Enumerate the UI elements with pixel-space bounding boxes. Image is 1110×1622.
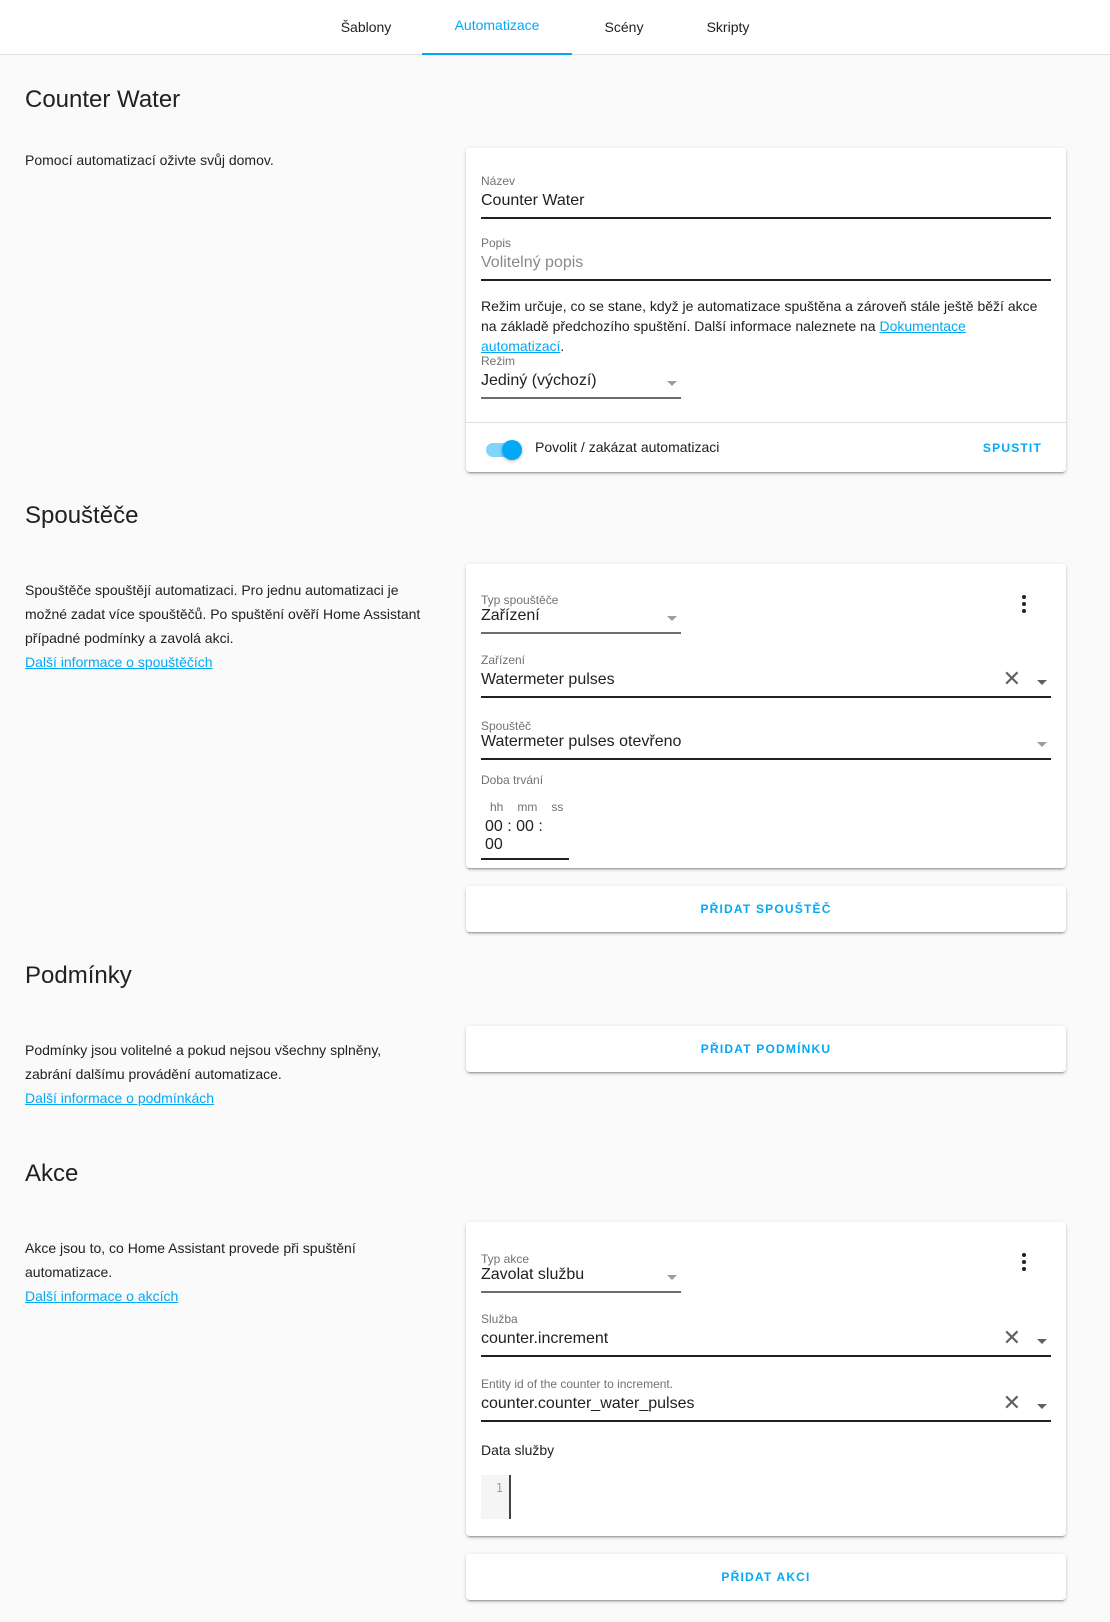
hours-label: hh	[490, 800, 504, 814]
duration-label: Doba trvání	[481, 773, 544, 787]
details-card	[466, 148, 1066, 472]
entity-label: Entity id of the counter to increment.	[481, 1377, 674, 1391]
tab-automations[interactable]: Automatizace	[422, 0, 572, 55]
top-tab-bar	[0, 0, 1110, 55]
description-input[interactable]: Volitelný popis	[481, 254, 1051, 281]
add-condition-button[interactable]: PŘIDAT PODMÍNKU	[466, 1026, 1066, 1072]
clear-icon[interactable]: ✕	[1002, 1390, 1021, 1415]
trigger-type-label: Typ spouštěče	[481, 593, 559, 607]
more-vert-icon[interactable]	[1012, 1250, 1036, 1274]
clear-icon[interactable]: ✕	[1002, 1325, 1021, 1350]
page-description: Pomocí automatizací oživte svůj domov.	[25, 152, 274, 168]
triggers-info-link[interactable]: Další informace o spouštěčích	[25, 654, 213, 670]
device-select[interactable]	[481, 653, 1051, 698]
action-type-text: Zavolat službu	[481, 1266, 585, 1283]
mode-explanation	[481, 296, 1051, 356]
trigger-card	[466, 564, 1066, 868]
mode-explanation-text: Režim určuje, co se stane, když je automatizace spuštěna a zároveň stále ještě běží akce na základě předchozího spuštění. Další informace naleznete na	[481, 298, 1038, 334]
chevron-down-icon[interactable]	[1037, 1404, 1047, 1409]
entity-value-text: counter.counter_water_pulses	[481, 1395, 695, 1412]
action-type-label: Typ akce	[481, 1252, 530, 1266]
trigger-type-text: Zařízení	[481, 607, 540, 624]
service-value-text: counter.increment	[481, 1330, 609, 1347]
chevron-down-icon[interactable]	[1037, 742, 1047, 747]
description-field[interactable]	[481, 236, 1051, 281]
actions-title: Akce	[25, 1160, 79, 1187]
conditions-info-link[interactable]: Další informace o podmínkách	[25, 1090, 215, 1106]
actions-description	[25, 1236, 425, 1308]
action-type-value[interactable]	[481, 1266, 681, 1293]
enable-toggle-label: Povolit / zakázat automatizaci	[535, 439, 720, 455]
actions-description-text: Akce jsou to, co Home Assistant provede při spuštění automatizace.	[25, 1240, 356, 1280]
mode-value[interactable]	[481, 372, 681, 399]
device-value[interactable]	[481, 666, 1051, 698]
minutes-label: mm	[517, 800, 538, 814]
name-input[interactable]: Counter Water	[481, 192, 1051, 219]
mode-explanation-end: .	[560, 338, 565, 354]
clear-icon[interactable]: ✕	[1002, 666, 1021, 691]
enable-toggle[interactable]	[486, 439, 522, 457]
device-label: Zařízení	[481, 653, 526, 667]
line-number: 1	[495, 1481, 503, 1495]
duration-input[interactable]: 00 : 00 : 00	[481, 818, 569, 860]
service-select[interactable]	[481, 1312, 1051, 1357]
tab-templates[interactable]: Šablony	[340, 19, 392, 35]
chevron-down-icon	[667, 1275, 677, 1280]
name-field[interactable]	[481, 174, 1051, 219]
device-value-text: Watermeter pulses	[481, 671, 615, 688]
conditions-description	[25, 1038, 425, 1110]
chevron-down-icon	[667, 616, 677, 621]
add-action-button[interactable]: PŘIDAT AKCI	[466, 1554, 1066, 1600]
service-label: Služba	[481, 1312, 518, 1326]
details-card-actions	[466, 422, 1066, 472]
chevron-down-icon[interactable]	[1037, 680, 1047, 685]
service-value[interactable]	[481, 1325, 1051, 1357]
triggers-title: Spouštěče	[25, 502, 139, 529]
trigger-type-select[interactable]	[481, 593, 681, 634]
triggers-description	[25, 578, 425, 674]
actions-info-link[interactable]: Další informace o akcích	[25, 1288, 179, 1304]
triggers-description-text: Spouštěče spouštějí automatizaci. Pro jednu automatizaci je možné zadat více spouštěčů. Po spuštění ověří Home Assistant případné podmínky a zavolá akci.	[25, 582, 421, 646]
name-label: Název	[481, 174, 516, 188]
mode-value-text: Jediný (výchozí)	[481, 372, 597, 389]
conditions-description-text: Podmínky jsou volitelné a pokud nejsou všechny splněny, zabrání dalšímu provádění automatizace.	[25, 1042, 382, 1082]
automation-docs-link[interactable]: Dokumentace automatizací	[481, 318, 966, 354]
seconds-label: ss	[551, 800, 564, 814]
conditions-title: Podmínky	[25, 962, 132, 989]
page-title: Counter Water	[25, 86, 181, 113]
more-vert-icon[interactable]	[1012, 592, 1036, 616]
trigger-value-text: Watermeter pulses otevřeno	[481, 733, 682, 750]
mode-select[interactable]	[481, 354, 681, 399]
tab-scripts[interactable]: Skripty	[706, 19, 750, 35]
entity-select[interactable]	[481, 1377, 1051, 1422]
action-type-select[interactable]	[481, 1252, 681, 1293]
description-label: Popis	[481, 236, 512, 250]
trigger-select[interactable]	[481, 719, 1051, 760]
chevron-down-icon[interactable]	[1037, 1339, 1047, 1344]
action-card	[466, 1222, 1066, 1536]
tab-scenes[interactable]: Scény	[604, 19, 644, 35]
run-button[interactable]: SPUSTIT	[982, 441, 1042, 455]
service-data-label: Data služby	[481, 1442, 555, 1458]
service-data-editor[interactable]	[481, 1475, 511, 1519]
duration-unit-labels	[490, 800, 577, 814]
trigger-type-value[interactable]	[481, 607, 681, 634]
mode-label: Režim	[481, 354, 516, 368]
trigger-label: Spouštěč	[481, 719, 532, 733]
chevron-down-icon	[667, 381, 677, 386]
add-trigger-button[interactable]: PŘIDAT SPOUŠTĚČ	[466, 886, 1066, 932]
trigger-value[interactable]	[481, 733, 1051, 760]
entity-value[interactable]	[481, 1390, 1051, 1422]
